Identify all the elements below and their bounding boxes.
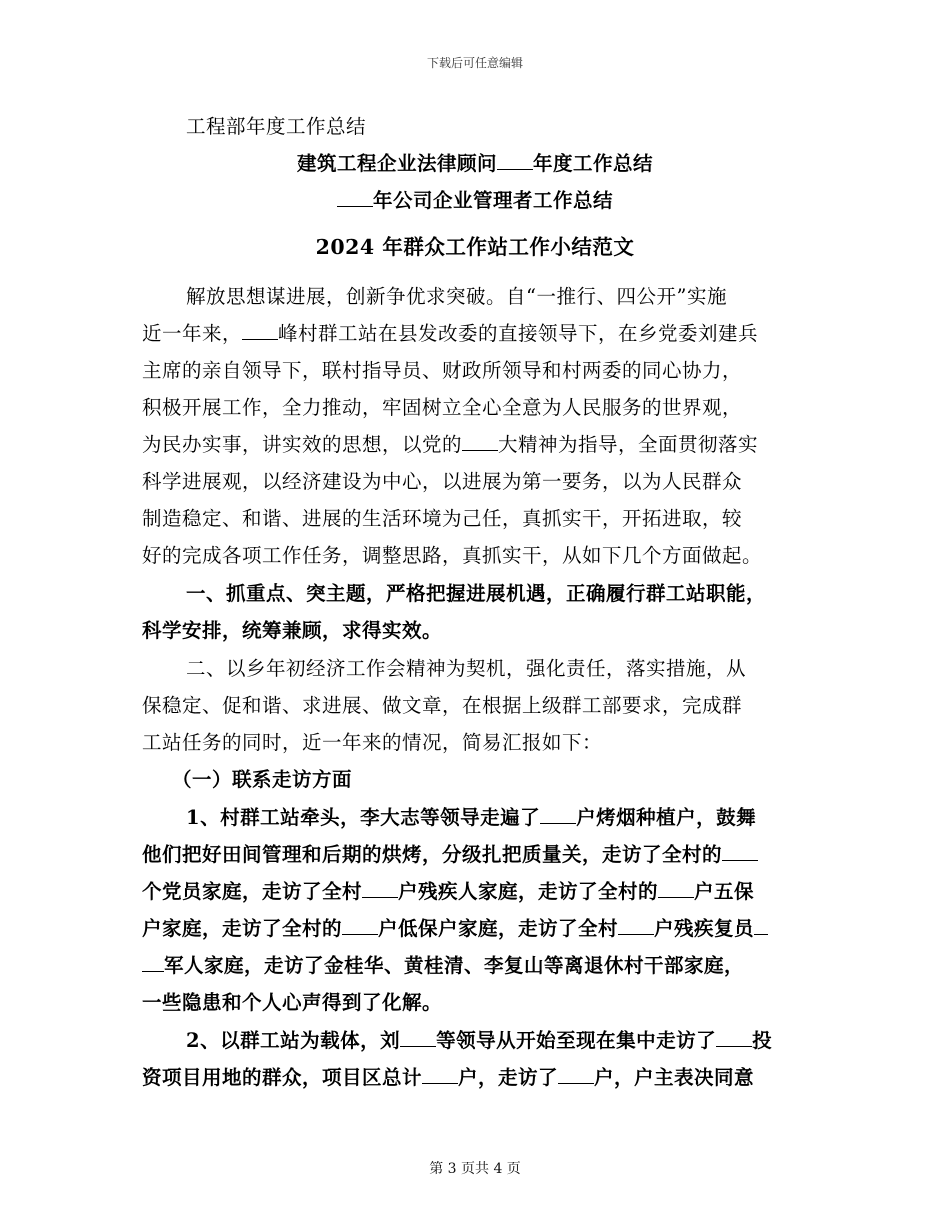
- blank: [722, 842, 758, 861]
- paragraph-line: 解放思想谋进展，创新争优求突破。自“一推行、四公开”实施: [186, 285, 727, 308]
- paragraph-line: 主席的亲自领导下，联村指导员、财政所领导和村两委的同心协力，: [142, 359, 743, 382]
- blank: [618, 916, 654, 935]
- paragraph-line: 他们把好田间管理和后期的烘烤，分级扎把质量关，走访了全村的: [142, 841, 810, 869]
- blank: [716, 1028, 752, 1047]
- blank: [754, 916, 768, 935]
- section-heading: 科学安排，统筹兼顾，求得实效。: [142, 619, 443, 642]
- paragraph-line: 工站任务的同时，近一年来的情况，简易汇报如下：: [142, 731, 603, 754]
- blank: [540, 805, 576, 824]
- toc-line: 年公司企业管理者工作总结: [0, 187, 950, 215]
- paragraph-line: 一些隐患和个人心声得到了化解。: [142, 991, 443, 1014]
- blank: [658, 879, 694, 898]
- paragraph-line: 制造稳定、和谐、进展的生活环境为己任，真抓实干，开拓进取，较: [142, 507, 743, 530]
- page-header: 下载后可任意编辑: [426, 56, 523, 70]
- paragraph-line: 好的完成各项工作任务，调整思路，真抓实干，从如下几个方面做起。: [142, 544, 763, 567]
- blank: [242, 321, 278, 340]
- paragraph-line: 保稳定、促和谐、求进展、做文章，在根据上级群工部要求，完成群: [142, 694, 743, 717]
- paragraph-line: 科学进展观，以经济建设为中心，以进展为第一要务，以为人民群众: [142, 470, 743, 493]
- blank: [400, 1028, 436, 1047]
- toc-line: 工程部年度工作总结: [186, 115, 367, 138]
- blank: [337, 188, 373, 207]
- document-title: 2024 年群众工作站工作小结范文: [315, 235, 635, 259]
- blank: [558, 1065, 594, 1084]
- section-heading: 一、抓重点、突主题，严格把握进展机遇，正确履行群工站职能，: [186, 582, 767, 605]
- paragraph-line: 为民办实事，讲实效的思想，以党的 大精神为指导，全面贯彻落实: [142, 433, 759, 456]
- blank: [342, 916, 378, 935]
- page-footer: 第 3 页共 4 页: [429, 1161, 521, 1177]
- paragraph-line: 个党员家庭，走访了全村 户残疾人家庭，走访了全村的 户五保: [142, 880, 755, 903]
- paragraph-line: 近一年来， 峰村群工站在县发改委的直接领导下，在乡党委刘建兵: [142, 322, 759, 345]
- blank: [422, 1065, 458, 1084]
- paragraph-line: 军人家庭，走访了金桂华、黄桂清、李复山等离退休村干部家庭，: [142, 952, 810, 980]
- paragraph-line: 积极开展工作，全力推动，牢固树立全心全意为人民服务的世界观，: [142, 396, 743, 419]
- paragraph-line: 户家庭，走访了全村的 户低保户家庭，走访了全村 户残疾复员: [142, 915, 810, 943]
- paragraph-line: 二、以乡年初经济工作会精神为契机，强化责任，落实措施，从: [186, 657, 747, 680]
- blank: [362, 879, 398, 898]
- paragraph-line: 1、村群工站牵头，李大志等领导走遍了 户烤烟种植户，鼓舞: [186, 806, 757, 829]
- blank: [462, 432, 498, 451]
- subsection-heading: （一）联系走访方面: [172, 768, 353, 791]
- paragraph-line: 资项目用地的群众，项目区总计 户，走访了 户，户主表决同意: [142, 1066, 755, 1089]
- toc-line: 建筑工程企业法律顾问 年度工作总结: [296, 152, 654, 175]
- blank: [497, 151, 533, 170]
- blank: [142, 953, 164, 972]
- paragraph-line: 2、以群工站为载体，刘 等领导从开始至现在集中走访了 投: [186, 1029, 773, 1052]
